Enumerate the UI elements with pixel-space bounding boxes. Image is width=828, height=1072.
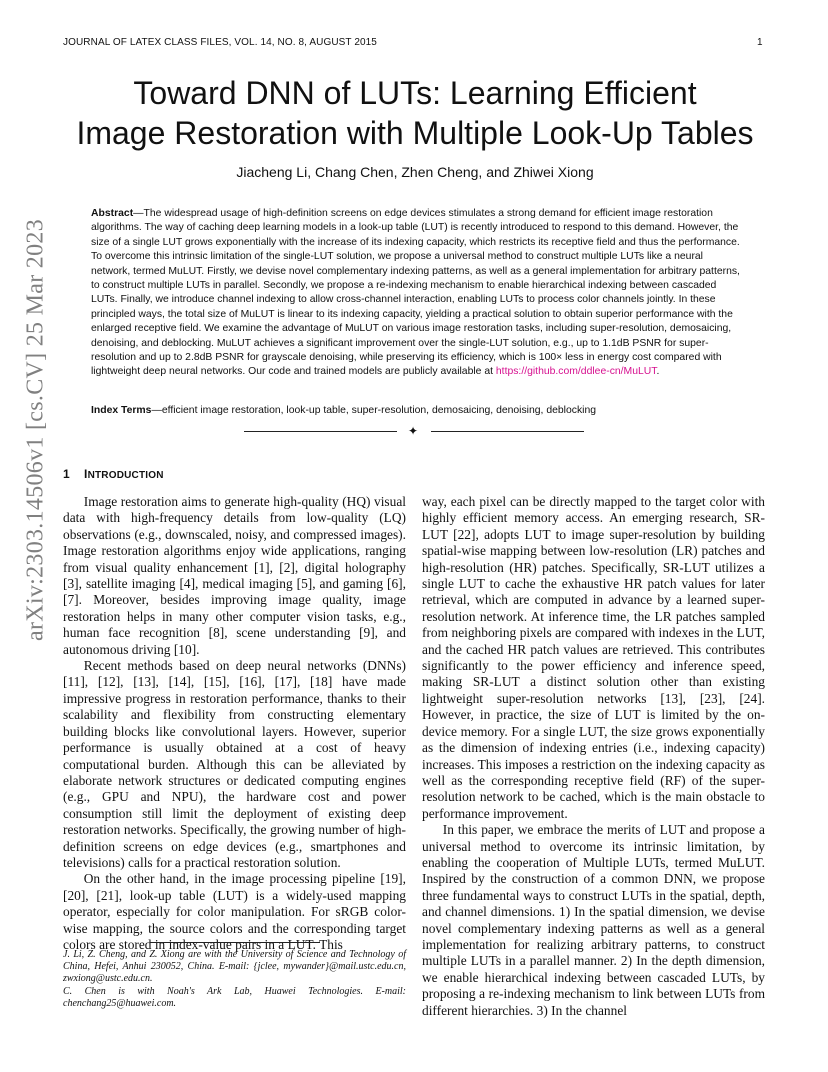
abstract-end: . [656, 366, 660, 378]
title-line-1: Toward DNN of LUTs: Learning Efficient [133, 75, 697, 111]
abstract-label: Abstract [91, 208, 134, 219]
footnote-rule [150, 942, 320, 943]
index-terms [91, 404, 741, 418]
footnote-affiliation-1: J. Li, Z. Cheng, and Z. Xiong are with the University of Science and Technology of China, Hefei, Anhui 230052, China. E-mail: {jclee, mywander}@mail.ustc.edu.cn, zwxiong@ustc.edu.cn. [63, 949, 406, 985]
code-link[interactable]: https://github.com/ddlee-cn/MuLUT [495, 366, 657, 378]
index-terms-text: —efficient image restoration, look-up table, super-resolution, demosaicing, denoising, deblocking [151, 405, 597, 416]
abstract-text: —The widespread usage of high-definition screens on edge devices stimulates a strong demand for efficient image restoration algorithms. The way of caching deep learning models in a look-up table (LUT) is recently introduced to respond to this demand. However, the size of a single LUT grows exponentially with the increase of its indexing capacity, which restricts its receptive field and thus the performance. To overcome this intrinsic limitation of the single-LUT solution, we propose a universal method to construct multiple LUTs like a neural network, termed MuLUT. Firstly, we devise novel complementary indexing patterns, as well as a general implementation for arbitrary patterns, to construct multiple LUTs in parallel. Secondly, we propose a re-indexing mechanism to enable hierarchical indexing between cascaded LUTs. Finally, we introduce channel indexing to allow cross-channel interaction, enabling LUTs to process color channels jointly. In these principled ways, the total size of MuLUT is linear to its indexing capacity, yielding a practical solution to obtain superior performance with the enlarged receptive field. We examine the advantage of MuLUT on various image restoration tasks, including super-resolution, demosaicing, denoising, and deblocking. MuLUT achieves a significant improvement over the single-LUT solution, e.g., up to 1.1dB PSNR for super-resolution and up to 2.8dB PSNR for grayscale denoising, while preserving its efficiency, which is 100× less in energy cost compared with lightweight deep neural networks. Our code and trained models are publicly available at [91, 208, 740, 378]
title-line-2: Image Restoration with Multiple Look-Up Tables [76, 115, 754, 151]
divider-line-left [244, 431, 397, 432]
author-list: Jiacheng Li, Chang Chen, Zhen Cheng, and Zhiwei Xiong [236, 164, 594, 180]
divider-diamond-icon: ✦ [408, 424, 419, 438]
paragraph: Recent methods based on deep neural networks (DNNs) [11], [12], [13], [14], [15], [16], [17], [18] have made impressive progress in restoration performance, thanks to their scalability and flexibility from constructing elementary building blocks like convolutional layers. However, superior performance is usually obtained at a cost of heavy computational burden. Although this can be alleviated by elaborate network structures or dedicated computing engines (e.g., GPU and NPU), the hardware cost and power consumption still limit the deployment of existing deep restoration networks. Specifically, the growing number of high-definition screens on edge devices (e.g., smartphones and televisions) calls for a practical restoration solution. [63, 658, 406, 870]
divider-line-right [431, 431, 584, 432]
footnote-affiliation-2: C. Chen is with Noah's Ark Lab, Huawei Technologies. E-mail: chenchang25@huawei.com. [63, 985, 406, 1009]
arxiv-side-stamp: arXiv:2303.14506v1 [cs.CV] 25 Mar 2023 [22, 218, 49, 642]
footnotes [63, 949, 406, 1010]
paper-title [60, 73, 770, 153]
paragraph: On the other hand, in the image processing pipeline [19], [20], [21], look-up table (LUT) is a widely-used mapping operator, especially for color manipulation. For sRGB color-wise mapping, the source colors and the corresponding target colors are stored in index-value pairs in a LUT. This [63, 871, 406, 952]
left-column [63, 494, 406, 953]
paragraph: Image restoration aims to generate high-quality (HQ) visual data with high-frequency details from low-quality (LQ) observations (e.g., downscaled, noisy, and compressed images). Image restoration algorithms enjoy wide applications, ranging from visual quality enhancement [1], [2], digital holography [3], satellite imaging [4], medical imaging [5], and gaming [6], [7]. Moreover, besides improving image quality, image restoration helps in many other computer vision tasks, e.g., human face recognition [8], scene understanding [9], and autonomous driving [10]. [63, 494, 406, 657]
paragraph: In this paper, we embrace the merits of LUT and propose a universal method to overcome its intrinsic limitation, by enabling the cooperation of Multiple LUTs, termed MuLUT. Inspired by the construction of a common DNN, we propose three fundamental ways to construct LUTs in the spatial, depth, and channel dimensions. 1) In the spatial dimension, we devise novel complementary indexing patterns as well as a general implementation for realizing arbitrary patterns, to construct multiple LUTs in a parallel manner. 2) In the depth dimension, we enable hierarchical indexing between cascaded LUTs, by proposing a re-indexing mechanism to link between LUTs from different hierarchies. 3) In the channel [422, 822, 765, 1018]
right-column [422, 494, 765, 1019]
running-head: JOURNAL OF LATEX CLASS FILES, VOL. 14, NO. 8, AUGUST 2015 [63, 37, 377, 48]
section-heading [63, 467, 164, 481]
paragraph: way, each pixel can be directly mapped to the target color with highly efficient memory access. An emerging research, SR-LUT [22], adopts LUT to image super-resolution by building spatial-wise mapping between low-resolution (LR) patches and high-resolution (HR) patches. Specifically, SR-LUT utilizes a single LUT to cache the exhaustive HR patch values for later retrieval, which are computed in advance by a learned super-resolution network. At inference time, the LR patches sampled from neighboring pixels are compared with indexes in the LUT, and the cached HR patch values are retrieved. This contributes significantly to the power efficiency and inference speed, making SR-LUT a distinct solution other than existing lightweight super-resolution networks [13], [23], [24]. However, in practice, the size of LUT is limited by the on-device memory. For a single LUT, the size grows exponentially as the dimension of indexing entries (i.e., indexing capacity) increases. This imposes a restriction on the indexing capacity as well as the corresponding receptive field (RF) of the super-resolution network to be cached, which is the main obstacle to performance improvement. [422, 494, 765, 821]
section-divider [244, 424, 584, 438]
section-title-rest: NTRODUCTION [87, 470, 164, 481]
section-number: 1 [63, 467, 70, 481]
index-terms-label: Index Terms [91, 405, 152, 416]
section-title-initial: I [84, 467, 88, 481]
page-number: 1 [757, 37, 763, 48]
abstract [91, 207, 741, 380]
